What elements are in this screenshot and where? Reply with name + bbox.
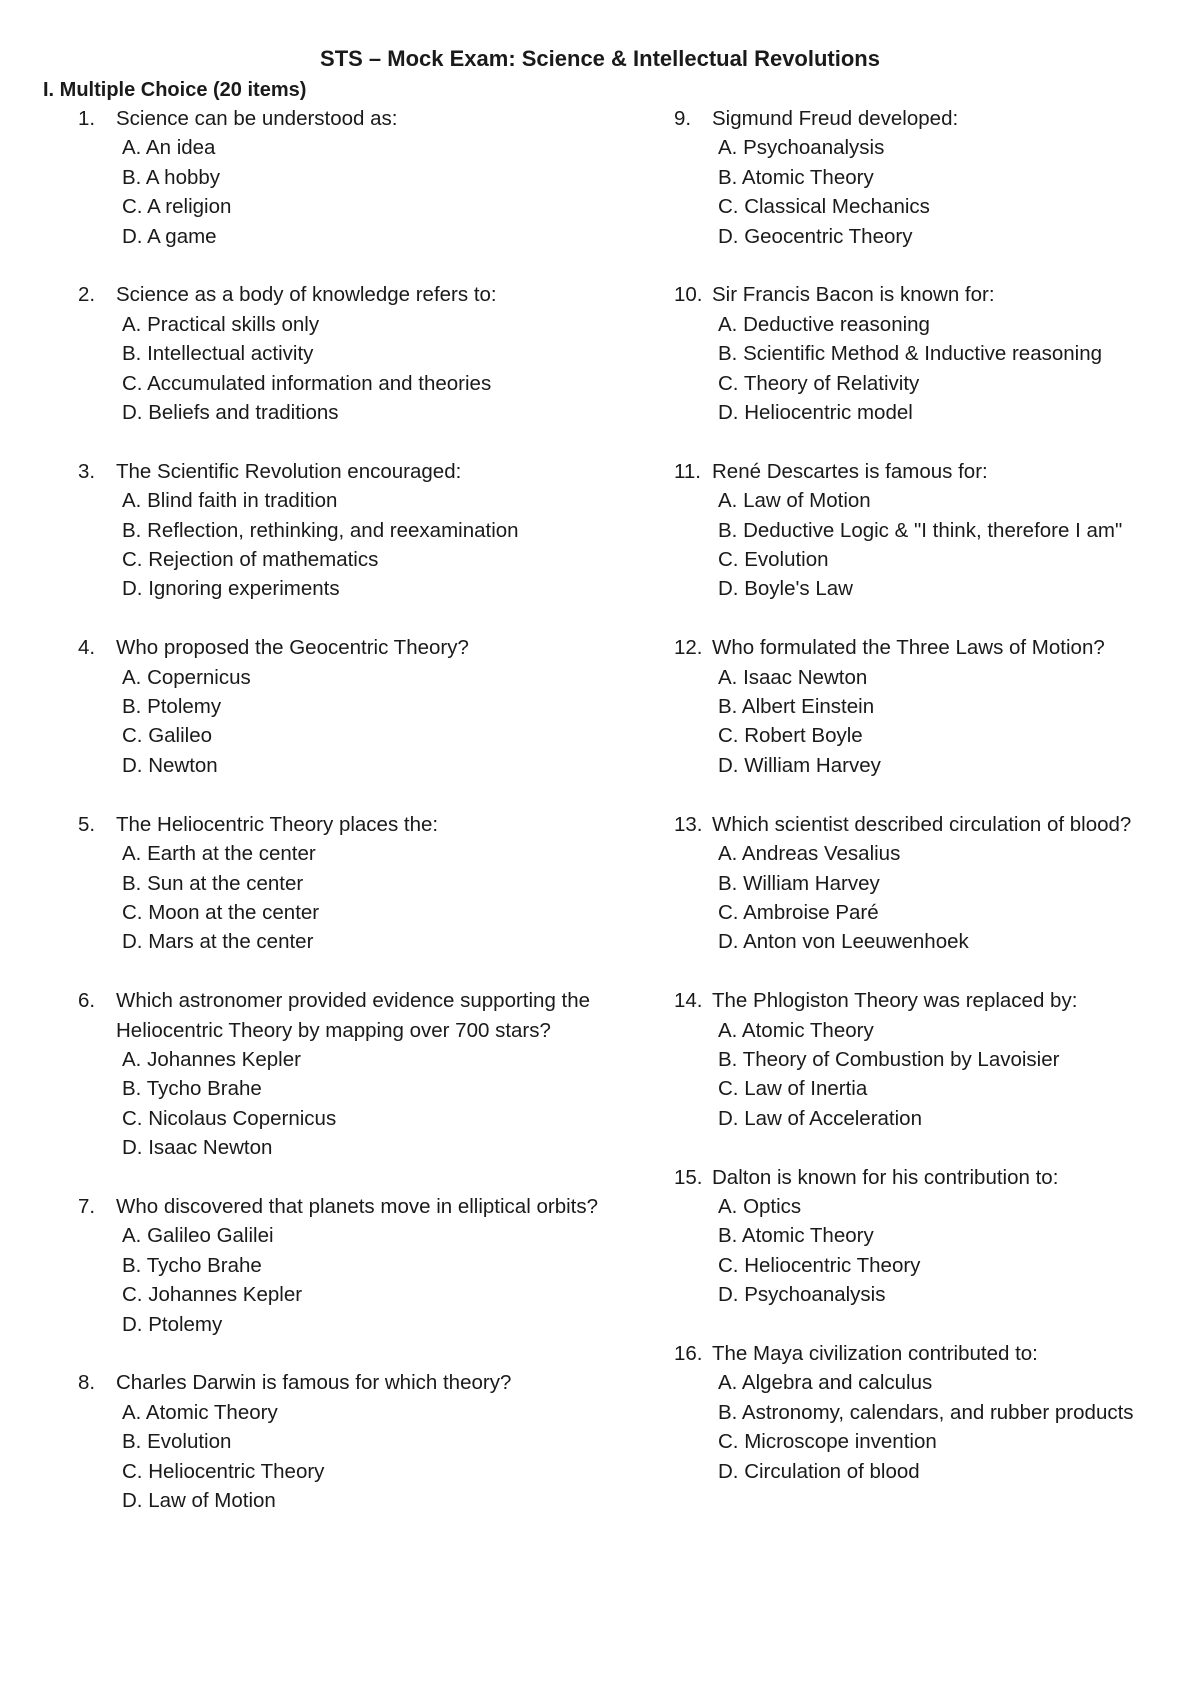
question-item	[674, 280, 1174, 427]
question-stem: Which scientist described circulation of blood?	[712, 812, 1132, 836]
answer-option: C. Classical Mechanics	[718, 195, 930, 219]
answer-option: C. Rejection of mathematics	[122, 548, 379, 572]
answer-option: D. Beliefs and traditions	[122, 401, 339, 425]
answer-option: B. Evolution	[122, 1430, 232, 1454]
answer-option: A. Isaac Newton	[718, 665, 868, 689]
answer-option: A. Deductive reasoning	[718, 312, 930, 336]
question-number: 12.	[674, 636, 703, 660]
answer-option: A. Law of Motion	[718, 489, 871, 513]
answer-option: D. Law of Acceleration	[718, 1106, 922, 1130]
right-question-column	[674, 104, 1174, 1515]
answer-option: C. Evolution	[718, 548, 829, 572]
answer-option: B. Reflection, rethinking, and reexamination	[122, 518, 519, 542]
answer-option: C. Nicolaus Copernicus	[122, 1106, 337, 1130]
answer-option: D. William Harvey	[718, 753, 881, 777]
answer-option: D. Ignoring experiments	[122, 577, 340, 601]
question-number: 4.	[78, 636, 96, 660]
answer-option: C. Heliocentric Theory	[718, 1253, 921, 1277]
answer-option: D. Ptolemy	[122, 1312, 223, 1336]
question-item	[674, 986, 1174, 1133]
question-stem: Who discovered that planets move in elliptical orbits?	[116, 1194, 598, 1218]
question-number: 10.	[674, 283, 703, 307]
answer-option: B. Intellectual activity	[122, 342, 314, 366]
question-item	[78, 810, 638, 957]
answer-option: D. A game	[122, 224, 217, 248]
question-number: 14.	[674, 989, 703, 1013]
answer-option: B. Atomic Theory	[718, 165, 874, 189]
question-item	[674, 457, 1174, 604]
question-item	[78, 457, 638, 604]
question-stem: The Scientific Revolution encouraged:	[116, 459, 462, 483]
answer-option: C. Ambroise Paré	[718, 900, 879, 924]
answer-option: B. Atomic Theory	[718, 1224, 874, 1248]
answer-option: C. Robert Boyle	[718, 724, 863, 748]
answer-option: C. Moon at the center	[122, 900, 320, 924]
answer-option: A. Psychoanalysis	[718, 136, 885, 160]
question-number: 1.	[78, 107, 96, 130]
answer-option: B. Astronomy, calendars, and rubber products	[718, 1400, 1134, 1424]
answer-option: A. Blind faith in tradition	[122, 489, 338, 513]
answer-option: B. Scientific Method & Inductive reasoning	[718, 342, 1103, 366]
answer-option: D. Circulation of blood	[718, 1459, 920, 1483]
question-stem: Which astronomer provided evidence supporting the Heliocentric Theory by mapping over 700 stars?	[116, 989, 591, 1042]
question-stem: Sir Francis Bacon is known for:	[712, 283, 995, 307]
answer-option: A. Algebra and calculus	[718, 1371, 933, 1395]
answer-option: B. Deductive Logic & "I think, therefore I am"	[718, 518, 1123, 542]
question-stem: The Heliocentric Theory places the:	[116, 812, 439, 836]
answer-option: A. Atomic Theory	[122, 1400, 278, 1424]
question-number: 7.	[78, 1194, 96, 1218]
answer-option: A. Atomic Theory	[718, 1018, 874, 1042]
question-item	[78, 104, 638, 251]
question-item	[674, 633, 1174, 780]
question-stem: Science as a body of knowledge refers to:	[116, 283, 497, 307]
answer-option: D. Heliocentric model	[718, 401, 913, 425]
question-stem: Sigmund Freud developed:	[712, 107, 959, 130]
question-stem: Who proposed the Geocentric Theory?	[116, 636, 469, 660]
answer-option: D. Psychoanalysis	[718, 1283, 886, 1307]
question-item	[78, 280, 638, 427]
answer-option: D. Newton	[122, 753, 218, 777]
answer-option: D. Anton von Leeuwenhoek	[718, 930, 969, 954]
question-number: 13.	[674, 812, 703, 836]
answer-option: A. Optics	[718, 1194, 802, 1218]
answer-option: C. Theory of Relativity	[718, 371, 920, 395]
answer-option: B. William Harvey	[718, 871, 880, 895]
answer-option: C. Microscope invention	[718, 1430, 937, 1454]
answer-option: B. Theory of Combustion by Lavoisier	[718, 1047, 1060, 1071]
answer-option: A. Johannes Kepler	[122, 1047, 301, 1071]
answer-option: B. Sun at the center	[122, 871, 304, 895]
answer-option: C. Galileo	[122, 724, 213, 748]
answer-option: D. Isaac Newton	[122, 1136, 273, 1160]
answer-option: C. Law of Inertia	[718, 1077, 868, 1101]
answer-option: D. Mars at the center	[122, 930, 314, 954]
question-item	[78, 986, 638, 1162]
question-item	[674, 1163, 1174, 1310]
section-heading: I. Multiple Choice (20 items)	[43, 79, 307, 101]
question-item	[674, 104, 1174, 251]
question-number: 5.	[78, 812, 96, 836]
question-item	[674, 810, 1174, 957]
question-number: 15.	[674, 1165, 703, 1189]
question-stem: Who formulated the Three Laws of Motion?	[712, 636, 1105, 660]
answer-option: B. Albert Einstein	[718, 695, 875, 719]
answer-option: B. Tycho Brahe	[122, 1253, 262, 1277]
answer-option: B. Tycho Brahe	[122, 1077, 262, 1101]
answer-option: B. A hobby	[122, 165, 221, 189]
question-number: 11.	[674, 459, 701, 483]
question-number: 6.	[78, 989, 96, 1013]
page-title: STS – Mock Exam: Science & Intellectual Revolutions	[320, 46, 880, 71]
question-stem: Charles Darwin is famous for which theory?	[116, 1371, 512, 1395]
question-number: 16.	[674, 1341, 703, 1365]
left-question-column	[78, 104, 638, 1545]
question-number: 9.	[674, 107, 692, 130]
question-stem: Dalton is known for his contribution to:	[712, 1165, 1059, 1189]
answer-option: B. Ptolemy	[122, 695, 222, 719]
answer-option: A. Andreas Vesalius	[718, 842, 901, 866]
question-item	[78, 633, 638, 780]
answer-option: A. Earth at the center	[122, 842, 316, 866]
answer-option: C. Accumulated information and theories	[122, 371, 492, 395]
answer-option: D. Geocentric Theory	[718, 224, 913, 248]
answer-option: D. Boyle's Law	[718, 577, 853, 601]
question-stem: The Phlogiston Theory was replaced by:	[712, 989, 1078, 1013]
answer-option: A. Copernicus	[122, 665, 251, 689]
question-item	[78, 1368, 638, 1515]
question-stem: René Descartes is famous for:	[712, 459, 988, 483]
answer-option: C. A religion	[122, 195, 232, 219]
question-number: 8.	[78, 1371, 96, 1395]
question-item	[78, 1192, 638, 1339]
question-number: 2.	[78, 283, 96, 307]
question-number: 3.	[78, 459, 96, 483]
answer-option: D. Law of Motion	[122, 1488, 276, 1512]
question-item	[674, 1339, 1174, 1486]
answer-option: A. An idea	[122, 136, 216, 160]
answer-option: C. Johannes Kepler	[122, 1283, 303, 1307]
answer-option: A. Galileo Galilei	[122, 1224, 274, 1248]
question-stem: Science can be understood as:	[116, 107, 398, 130]
answer-option: C. Heliocentric Theory	[122, 1459, 325, 1483]
question-stem: The Maya civilization contributed to:	[712, 1341, 1038, 1365]
answer-option: A. Practical skills only	[122, 312, 320, 336]
